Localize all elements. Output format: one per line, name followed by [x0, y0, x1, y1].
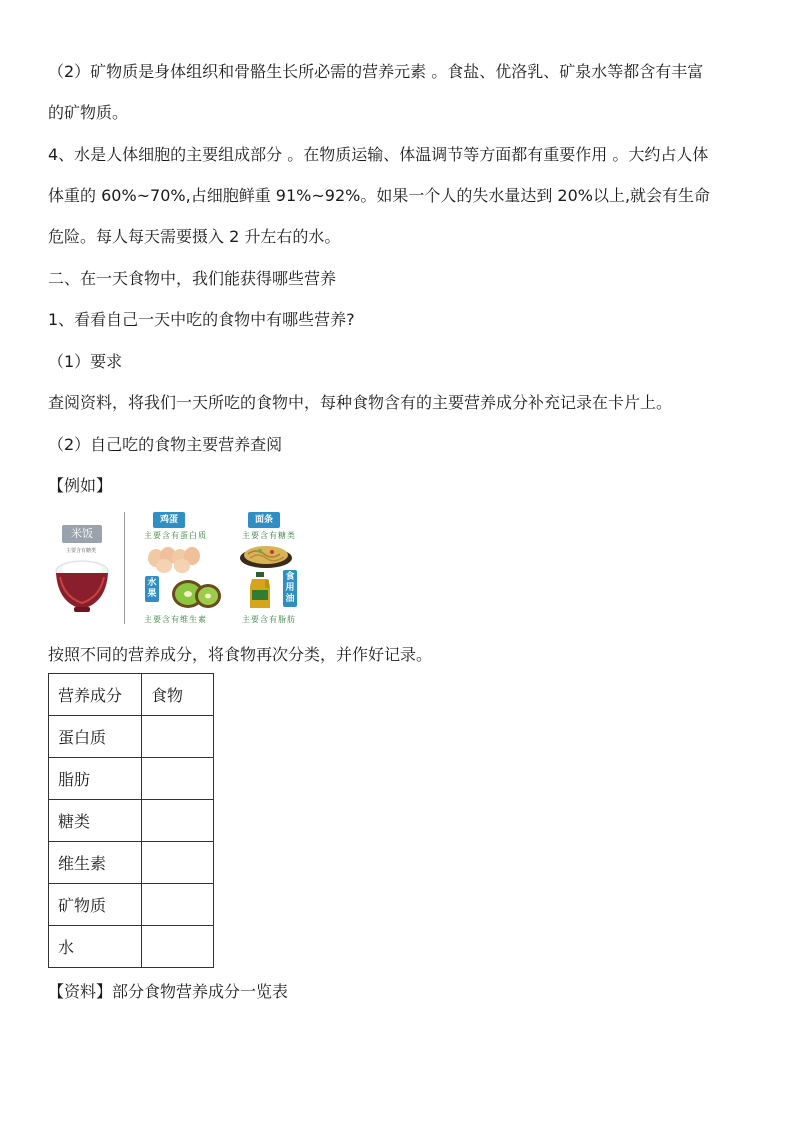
- requirement-text: 查阅资料，将我们一天所吃的食物中，每种食物含有的主要营养成分补充记录在卡片上。: [48, 393, 673, 412]
- table-row: [49, 926, 214, 968]
- paragraph-water: 4、水是人体细胞的主要组成部分 。在物质运输、体温调节等方面都有重要作用 。大约占人体: [48, 145, 709, 164]
- eggs-icon: [144, 540, 204, 574]
- oil-label: 食用油: [283, 570, 297, 607]
- paragraph-minerals: （2）矿物质是身体组织和骨骼生长所必需的营养元素 。食盐、优洛乳、矿泉水等都含有丰富: [48, 62, 704, 81]
- table-cell-nutrient: 脂肪: [49, 758, 142, 800]
- paragraph-minerals-cont: 的矿物质。: [48, 103, 129, 122]
- table-cell-nutrient: 矿物质: [49, 884, 142, 926]
- table-header-food: 食物: [142, 674, 214, 716]
- oil-bottle-icon: [246, 570, 276, 610]
- noodle-label: 面条: [248, 512, 280, 528]
- table-row: [49, 758, 214, 800]
- figure-divider: [124, 512, 125, 624]
- table-cell-nutrient: 蛋白质: [49, 716, 142, 758]
- table-cell-food-input[interactable]: [142, 800, 214, 842]
- reference-heading: 【资料】部分食物营养成分一览表: [48, 982, 289, 1001]
- rice-bowl-icon: [50, 553, 114, 617]
- table-cell-nutrient: 糖类: [49, 800, 142, 842]
- table-cell-nutrient: 水: [49, 926, 142, 968]
- question-one: 1、看看自己一天中吃的食物中有哪些营养?: [48, 310, 355, 329]
- table-row: [49, 884, 214, 926]
- table-row: [49, 716, 214, 758]
- noodle-caption: 主要含有糖类: [242, 531, 296, 540]
- requirement-heading: （1）要求: [48, 352, 123, 371]
- egg-caption: 主要含有蛋白质: [144, 531, 207, 540]
- oil-caption: 主要含有脂肪: [242, 615, 296, 624]
- kiwi-icon: [168, 574, 224, 612]
- fruit-label: 水果: [145, 576, 159, 602]
- instruction-text: 按照不同的营养成分，将食物再次分类，并作好记录。: [48, 645, 433, 664]
- egg-label: 鸡蛋: [153, 512, 185, 528]
- nutrition-record-table: [48, 673, 214, 968]
- rice-card: [50, 525, 114, 617]
- paragraph-water-cont: 体重的 60%~70%,占细胞鲜重 91%~92%。如果一个人的失水量达到 20%以上,就会有生命: [48, 186, 711, 205]
- table-cell-food-input[interactable]: [142, 758, 214, 800]
- noodles-icon: [238, 538, 294, 570]
- rice-caption: 主要含有糖类: [66, 548, 97, 554]
- table-cell-food-input[interactable]: [142, 926, 214, 968]
- section-heading-two: 二、在一天食物中，我们能获得哪些营养: [48, 269, 337, 288]
- example-heading: 【例如】: [48, 476, 113, 495]
- table-cell-food-input[interactable]: [142, 842, 214, 884]
- table-header-nutrient: 营养成分: [49, 674, 142, 716]
- table-cell-food-input[interactable]: [142, 884, 214, 926]
- rice-label: 米饭: [62, 525, 102, 543]
- table-header-row: [49, 674, 214, 716]
- paragraph-water-end: 危险。每人每天需要摄入 2 升左右的水。: [48, 227, 341, 246]
- food-example-figure: [50, 510, 310, 625]
- table-row: [49, 800, 214, 842]
- table-row: [49, 842, 214, 884]
- table-cell-nutrient: 维生素: [49, 842, 142, 884]
- fruit-caption: 主要含有维生素: [144, 615, 207, 624]
- lookup-heading: （2）自己吃的食物主要营养查阅: [48, 435, 283, 454]
- table-cell-food-input[interactable]: [142, 716, 214, 758]
